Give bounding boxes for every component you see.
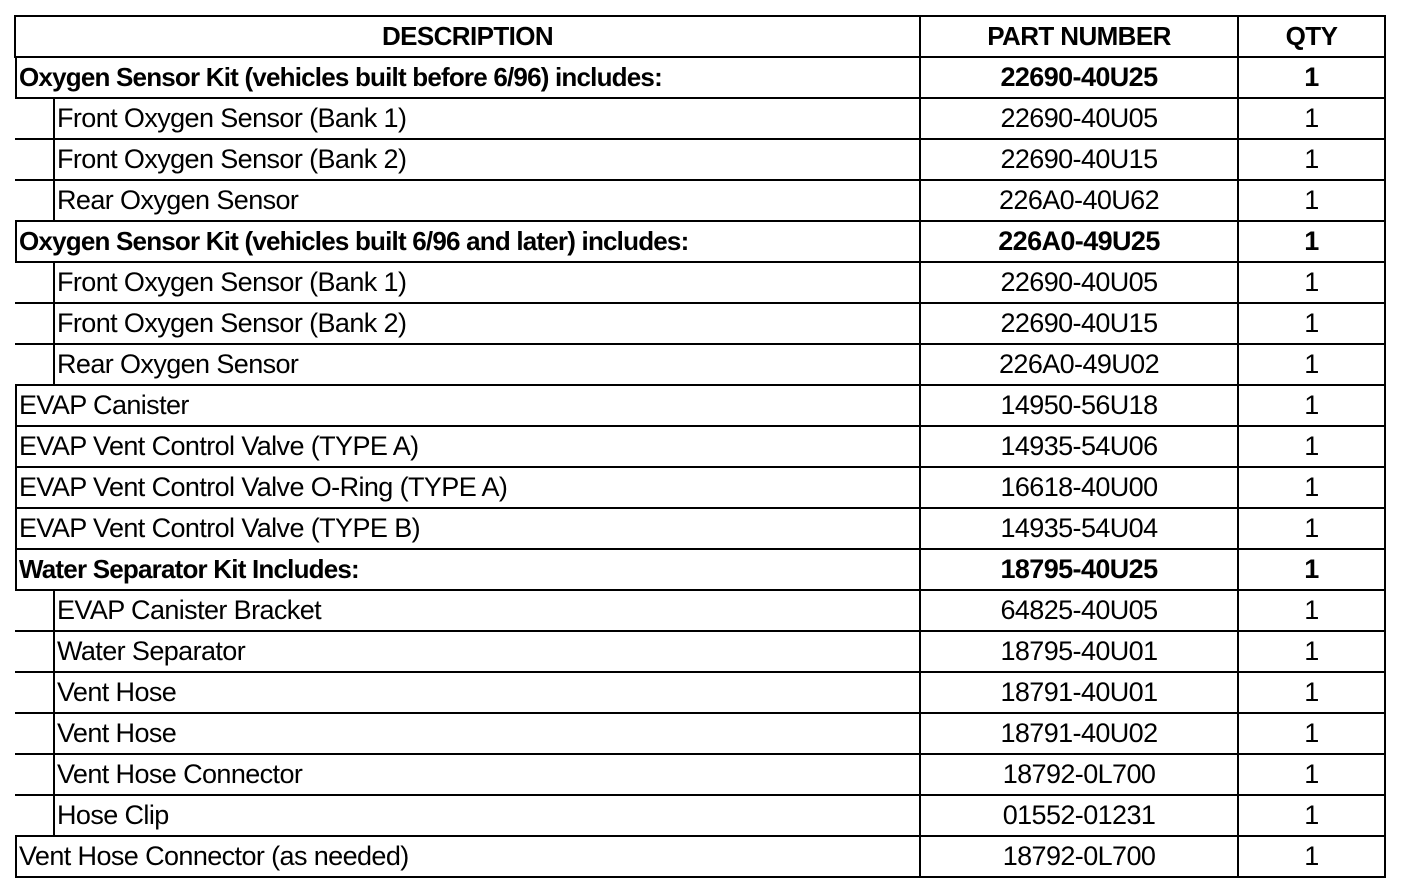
qty-cell: 1: [1238, 303, 1385, 344]
description-cell: [15, 221, 920, 262]
qty-cell: 1: [1238, 221, 1385, 262]
qty-cell: 1: [1238, 98, 1385, 139]
part-number-cell: 18791-40U01: [920, 672, 1238, 713]
table-row: [15, 836, 1385, 877]
description-text: Rear Oxygen Sensor: [53, 181, 919, 220]
description-cell: [15, 303, 920, 344]
part-number-cell: 18792-0L700: [920, 754, 1238, 795]
description-cell: [15, 262, 920, 303]
parts-table: [14, 15, 1386, 878]
qty-cell: 1: [1238, 385, 1385, 426]
part-number-cell: 18791-40U02: [920, 713, 1238, 754]
part-number-cell: 22690-40U05: [920, 262, 1238, 303]
qty-cell: 1: [1238, 139, 1385, 180]
table-row: [15, 508, 1385, 549]
table-row: [15, 672, 1385, 713]
qty-cell: 1: [1238, 57, 1385, 98]
description-cell: [15, 590, 920, 631]
description-text: Oxygen Sensor Kit (vehicles built before 6/96) includes:: [15, 58, 919, 97]
part-number-cell: 16618-40U00: [920, 467, 1238, 508]
part-number-cell: 226A0-40U62: [920, 180, 1238, 221]
description-cell: [15, 631, 920, 672]
description-cell: [15, 836, 920, 877]
table-row: [15, 344, 1385, 385]
qty-cell: 1: [1238, 795, 1385, 836]
part-number-cell: 14935-54U06: [920, 426, 1238, 467]
description-cell: [15, 426, 920, 467]
table-row: [15, 303, 1385, 344]
part-number-cell: 14935-54U04: [920, 508, 1238, 549]
part-number-cell: 22690-40U15: [920, 303, 1238, 344]
description-text: EVAP Vent Control Valve (TYPE B): [15, 509, 919, 548]
table-row: [15, 180, 1385, 221]
part-number-cell: 22690-40U15: [920, 139, 1238, 180]
qty-cell: 1: [1238, 672, 1385, 713]
table-body: [15, 57, 1385, 877]
description-cell: [15, 139, 920, 180]
table-row: [15, 426, 1385, 467]
part-number-cell: 64825-40U05: [920, 590, 1238, 631]
description-text: Vent Hose Connector (as needed): [15, 837, 919, 876]
description-cell: [15, 795, 920, 836]
table-row: [15, 57, 1385, 98]
description-cell: [15, 754, 920, 795]
description-cell: [15, 344, 920, 385]
part-number-cell: 18792-0L700: [920, 836, 1238, 877]
description-text: Front Oxygen Sensor (Bank 1): [53, 263, 919, 302]
description-text: Vent Hose: [53, 673, 919, 712]
description-text: Hose Clip: [53, 796, 919, 835]
table-row: [15, 221, 1385, 262]
description-text: Vent Hose Connector: [53, 755, 919, 794]
qty-cell: 1: [1238, 344, 1385, 385]
qty-cell: 1: [1238, 836, 1385, 877]
description-text: Water Separator: [53, 632, 919, 671]
qty-cell: 1: [1238, 549, 1385, 590]
part-number-cell: 22690-40U05: [920, 98, 1238, 139]
description-text: Vent Hose: [53, 714, 919, 753]
part-number-cell: 226A0-49U25: [920, 221, 1238, 262]
table-row: [15, 139, 1385, 180]
qty-cell: 1: [1238, 508, 1385, 549]
qty-cell: 1: [1238, 713, 1385, 754]
part-number-cell: 226A0-49U02: [920, 344, 1238, 385]
description-text: Front Oxygen Sensor (Bank 1): [53, 99, 919, 138]
description-cell: [15, 57, 920, 98]
qty-cell: 1: [1238, 467, 1385, 508]
table-header: [15, 16, 1385, 57]
qty-cell: 1: [1238, 262, 1385, 303]
table-row: [15, 467, 1385, 508]
description-cell: [15, 672, 920, 713]
description-text: EVAP Canister: [15, 386, 919, 425]
table-row: [15, 795, 1385, 836]
header-qty: QTY: [1238, 16, 1385, 57]
qty-cell: 1: [1238, 754, 1385, 795]
header-part-number: PART NUMBER: [920, 16, 1238, 57]
qty-cell: 1: [1238, 590, 1385, 631]
table-row: [15, 754, 1385, 795]
part-number-cell: 18795-40U01: [920, 631, 1238, 672]
description-text: Rear Oxygen Sensor: [53, 345, 919, 384]
description-cell: [15, 467, 920, 508]
description-text: EVAP Vent Control Valve O-Ring (TYPE A): [15, 468, 919, 507]
qty-cell: 1: [1238, 180, 1385, 221]
header-description: DESCRIPTION: [15, 16, 920, 57]
qty-cell: 1: [1238, 426, 1385, 467]
description-cell: [15, 385, 920, 426]
table-row: [15, 590, 1385, 631]
description-cell: [15, 180, 920, 221]
table-row: [15, 713, 1385, 754]
table-row: [15, 385, 1385, 426]
table-row: [15, 98, 1385, 139]
part-number-cell: 01552-01231: [920, 795, 1238, 836]
description-text: EVAP Canister Bracket: [53, 591, 919, 630]
description-text: Front Oxygen Sensor (Bank 2): [53, 140, 919, 179]
description-cell: [15, 713, 920, 754]
description-text: EVAP Vent Control Valve (TYPE A): [15, 427, 919, 466]
description-cell: [15, 549, 920, 590]
description-cell: [15, 508, 920, 549]
table-row: [15, 262, 1385, 303]
description-text: Front Oxygen Sensor (Bank 2): [53, 304, 919, 343]
part-number-cell: 22690-40U25: [920, 57, 1238, 98]
part-number-cell: 18795-40U25: [920, 549, 1238, 590]
part-number-cell: 14950-56U18: [920, 385, 1238, 426]
description-cell: [15, 98, 920, 139]
qty-cell: 1: [1238, 631, 1385, 672]
description-text: Water Separator Kit Includes:: [15, 550, 919, 589]
header-row: [15, 16, 1385, 57]
description-text: Oxygen Sensor Kit (vehicles built 6/96 and later) includes:: [15, 222, 919, 261]
table-row: [15, 631, 1385, 672]
table-row: [15, 549, 1385, 590]
